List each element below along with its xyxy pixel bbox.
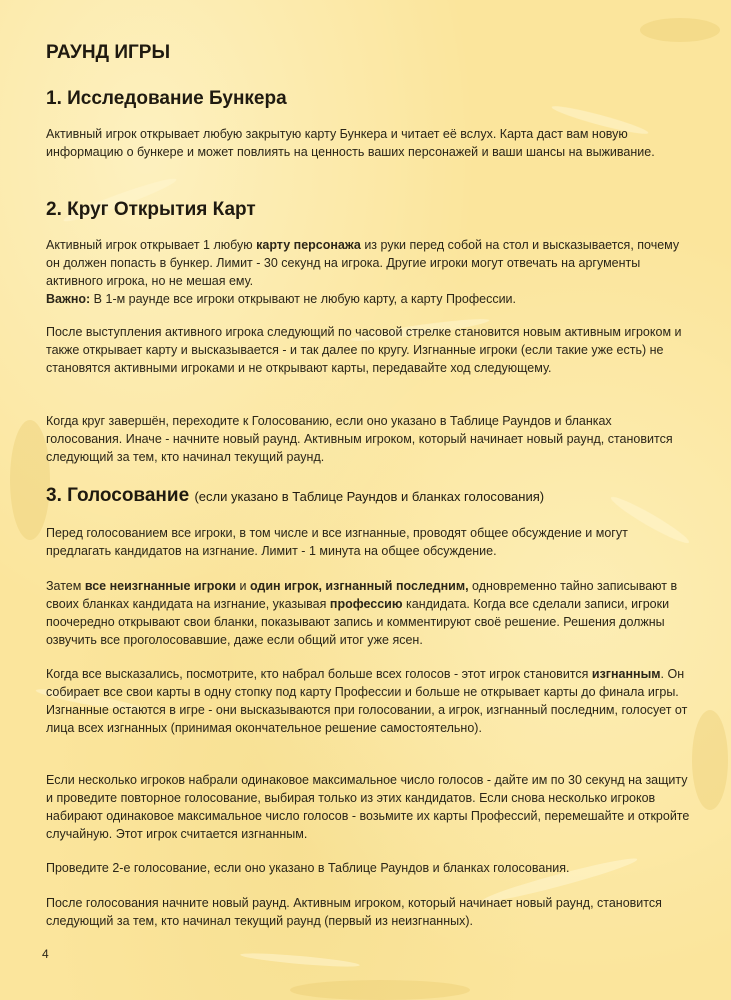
section-3-title: 3. Голосование (если указано в Таблице Раундов и бланках голосования): [46, 485, 545, 506]
section-3-paragraph-3: Когда все высказались, посмотрите, кто набрал больше всех голосов - этот игрок становится изгнанным. Он собирает все свои карты в одну стопку под карту Профессии и больше не открывает карты до финала игры. Изгнанные остаются в игре - они высказываются при голосовании, а игрок, изгнанный последним, голосует от лица всех изгнанных (принимая окончательное решение самостоятельно).: [46, 667, 688, 735]
section-3-paragraph-2: Затем все неизгнанные игроки и один игрок, изгнанный последним, одновременно тайно записывают в своих бланках кандидата на изгнание, указывая профессию кандидата. Когда все сделали записи, игроки поочередно открывают свои бланки, показывают запись и комментируют своё решение. Решения должны озвучить все проголосовавшие, даже если общий итог уже ясен.: [46, 579, 678, 647]
section-3-paragraph-4: Если несколько игроков набрали одинаковое максимальное число голосов - дайте им по 30 секунд на защиту и проведите повторное голосование, выбирая только из этих кандидатов. Если снова несколько игроков набирают одинаковое максимальное число голосов - возьмите их карты Профессий, перемешайте и откройте случайную. Этот игрок считается изгнанным.: [46, 773, 690, 841]
section-3-note: (если указано в Таблице Раундов и бланках голосования): [194, 489, 545, 504]
section-3-paragraph-6: После голосования начните новый раунд. Активным игроком, который начинает новый раунд, становится следующий за тем, кто начинал текущий раунд (первый из неизгнанных).: [46, 896, 662, 928]
section-2-paragraph-1: Активный игрок открывает 1 любую карту персонажа из руки перед собой на стол и высказывается, почему он должен попасть в бункер. Лимит - 30 секунд на игрока. Другие игроки могут отвечать на аргументы активного игрока, но не мешая ему. Важно: В 1-м раунде все игроки открывают не любую карту, а карту Профессии.: [46, 238, 680, 306]
section-2-title: 2. Круг Открытия Карт: [46, 199, 256, 220]
page-title: РАУНД ИГРЫ: [46, 42, 171, 63]
section-2-paragraph-3: Когда круг завершён, переходите к Голосованию, если оно указано в Таблице Раундов и бланках голосования. Иначе - начните новый раунд. Активным игроком, который начинает новый раунд, становится следующий за тем, кто начинал текущий раунд.: [46, 414, 673, 464]
section-3-paragraph-5: Проведите 2-е голосование, если оно указано в Таблице Раундов и бланках голосования.: [46, 861, 570, 875]
section-3-paragraph-1: Перед голосованием все игроки, в том числе и все изгнанные, проводят общее обсуждение и могут предлагать кандидатов на изгнание. Лимит - 1 минута на общее обсуждение.: [46, 526, 628, 558]
section-2-paragraph-2: После выступления активного игрока следующий по часовой стрелке становится новым активным игроком и также открывает карту и высказывается - и так далее по кругу. Изгнанные игроки (если такие уже есть) не становятся активными игроками и не открывают карты, передавайте ход следующему.: [46, 325, 682, 375]
page-number: 4: [42, 947, 49, 961]
section-1-paragraph: Активный игрок открывает любую закрытую карту Бункера и читает её вслух. Карта даст вам новую информацию о бункере и может повлиять на ценность ваших персонажей и ваши шансы на выживание.: [46, 127, 655, 159]
section-1-title: 1. Исследование Бункера: [46, 88, 287, 109]
